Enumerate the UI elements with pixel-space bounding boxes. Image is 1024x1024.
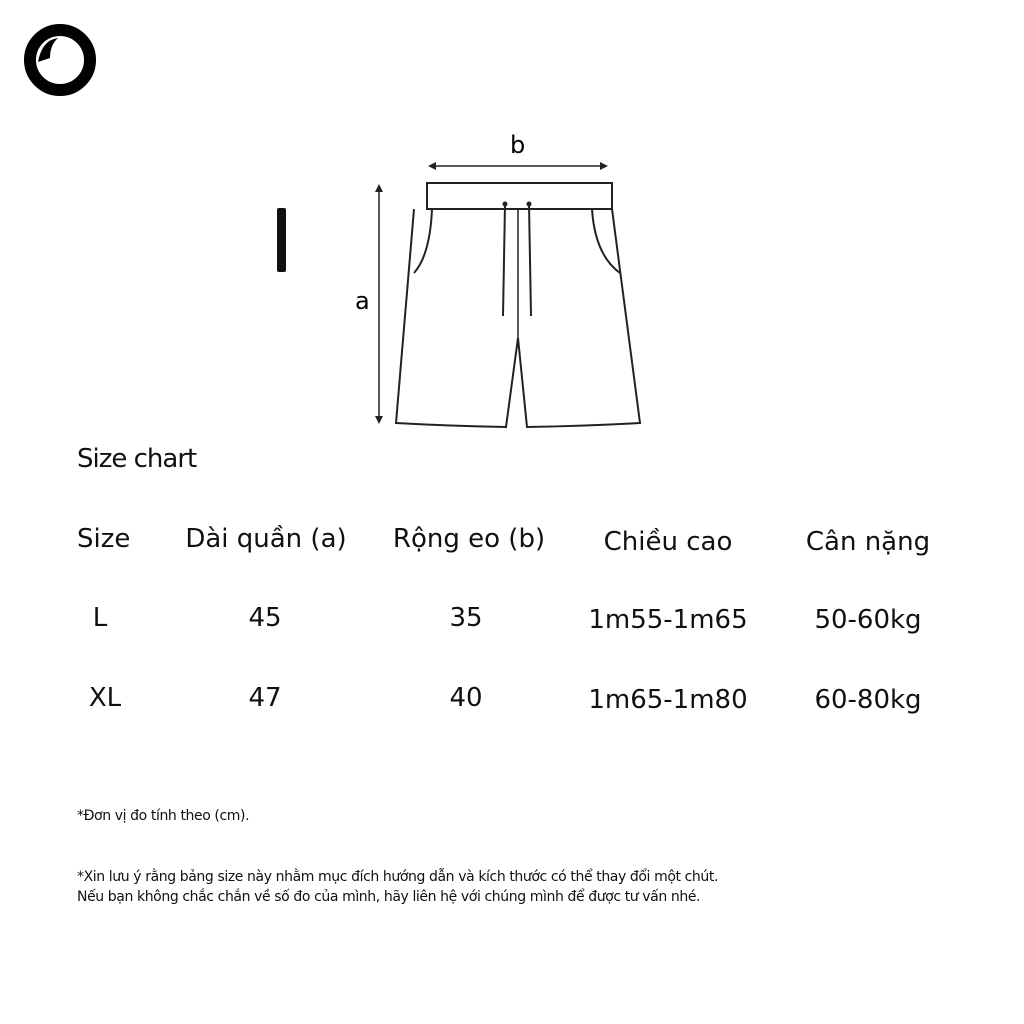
- header-waist: Rộng eo (b): [392, 524, 546, 554]
- cell-height: 1m55-1m65: [588, 605, 748, 635]
- cell-length: 45: [248, 603, 282, 633]
- cell-size: XL: [88, 683, 122, 713]
- label-a: a: [355, 287, 370, 315]
- header-size: Size: [77, 524, 131, 554]
- cell-height: 1m65-1m80: [588, 685, 748, 715]
- accent-bar: [277, 208, 286, 272]
- size-chart-title: Size chart: [77, 444, 197, 474]
- disclaimer-line-1: *Xin lưu ý rằng bảng size này nhằm mục đích hướng dẫn và kích thước có thể thay đổi một chút.: [77, 869, 719, 885]
- cell-waist: 40: [449, 683, 483, 713]
- cell-size: L: [92, 603, 108, 633]
- cell-weight: 50-60kg: [814, 605, 922, 635]
- label-b: b: [510, 131, 526, 159]
- cell-weight: 60-80kg: [814, 685, 922, 715]
- swirl-logo-icon: [30, 30, 90, 90]
- header-length: Dài quần (a): [185, 524, 347, 554]
- unit-note: *Đơn vị đo tính theo (cm).: [77, 808, 250, 824]
- header-height: Chiều cao: [603, 527, 733, 557]
- cell-waist: 35: [449, 603, 483, 633]
- header-weight: Cân nặng: [805, 527, 931, 557]
- disclaimer-line-2: Nếu bạn không chắc chắn về số đo của mình, hãy liên hệ với chúng mình để được tư vấn nhé.: [77, 889, 701, 905]
- cell-length: 47: [248, 683, 282, 713]
